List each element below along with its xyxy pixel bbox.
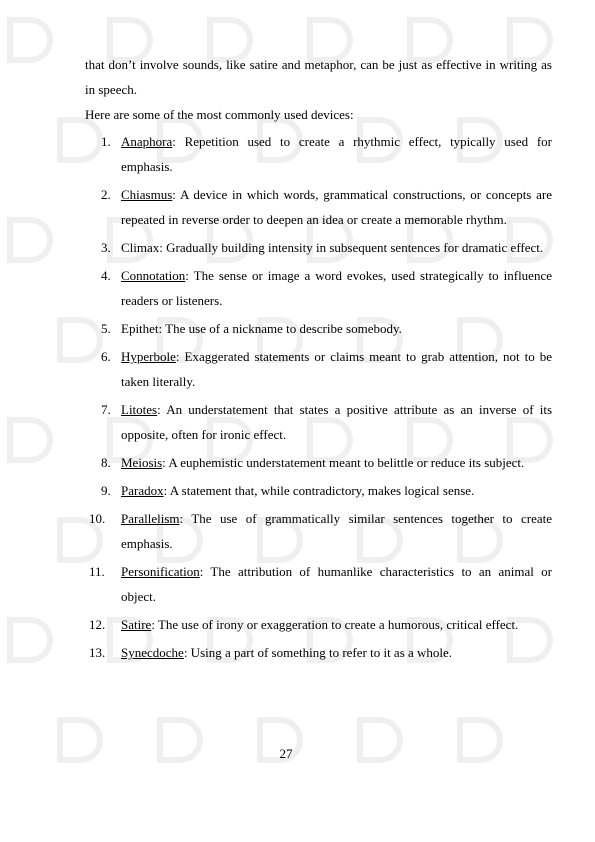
definition-text: : The use of a nickname to describe somebody.: [158, 321, 402, 336]
intro-continuation-paragraph: that don’t involve sounds, like satire and metaphor, can be just as effective in writing as in speech.: [85, 57, 552, 97]
term-link[interactable]: Litotes: [121, 402, 158, 417]
definition-text: : Repetition used to create a rhythmic effect, typically used for emphasis.: [121, 134, 552, 174]
definition-text: : The sense or image a word evokes, used strategically to influence readers or listeners.: [121, 268, 552, 308]
list-item: [85, 478, 552, 503]
list-item: [85, 640, 552, 665]
list-item: [85, 450, 552, 475]
term-link[interactable]: Paradox: [121, 483, 164, 498]
list-number: 9.: [101, 483, 111, 498]
term-link[interactable]: Satire: [121, 617, 152, 632]
term-link[interactable]: Connotation: [121, 268, 186, 283]
list-number: 2.: [101, 187, 111, 202]
list-item: [85, 612, 552, 637]
term-label: Epithet: [121, 321, 159, 336]
list-number: 12.: [89, 617, 106, 632]
definition-text: : Exaggerated statements or claims meant to grab attention, not to be taken literally.: [121, 349, 552, 389]
definition-text: : Using a part of something to refer to it as a whole.: [183, 645, 453, 660]
term-link[interactable]: Parallelism: [121, 511, 180, 526]
definition-text: : A device in which words, grammatical constructions, or concepts are repeated in reverse order to deepen an idea or create a memorable rhythm.: [121, 187, 552, 227]
term-link[interactable]: Anaphora: [121, 134, 173, 149]
term-link[interactable]: Personification: [121, 564, 200, 579]
devices-list: [85, 129, 552, 665]
list-item: [85, 182, 552, 232]
term-link[interactable]: Hyperbole: [121, 349, 176, 364]
document-body: [85, 52, 552, 668]
term-link[interactable]: Chiasmus: [121, 187, 173, 202]
list-number: 13.: [89, 645, 106, 660]
list-number: 10.: [89, 511, 106, 526]
list-number: 11.: [89, 564, 105, 579]
list-item: [85, 506, 552, 556]
list-number: 8.: [101, 455, 111, 470]
term-label: Climax: [121, 240, 160, 255]
lead-in-paragraph: Here are some of the most commonly used devices:: [85, 107, 354, 122]
list-item: [85, 559, 552, 609]
definition-text: : A euphemistic understatement meant to belittle or reduce its subject.: [162, 455, 525, 470]
list-item: [85, 344, 552, 394]
term-link[interactable]: Meiosis: [121, 455, 163, 470]
list-item: [85, 235, 552, 260]
list-item: [85, 263, 552, 313]
list-number: 4.: [101, 268, 111, 283]
list-number: 7.: [101, 402, 111, 417]
definition-text: : The use of irony or exaggeration to create a humorous, critical effect.: [151, 617, 519, 632]
list-item: [85, 129, 552, 179]
definition-text: : An understatement that states a positive attribute as an inverse of its opposite, often for ironic effect.: [121, 402, 552, 442]
definition-text: : The attribution of humanlike characteristics to an animal or object.: [121, 564, 552, 604]
definition-text: : The use of grammatically similar sentences together to create emphasis.: [121, 511, 552, 551]
list-number: 3.: [101, 240, 111, 255]
definition-text: : Gradually building intensity in subsequent sentences for dramatic effect.: [159, 240, 544, 255]
list-number: 6.: [101, 349, 111, 364]
list-number: 5.: [101, 321, 111, 336]
list-number: 1.: [101, 134, 111, 149]
list-item: [85, 316, 552, 341]
page-number: 27: [279, 746, 293, 761]
list-item: [85, 397, 552, 447]
term-link[interactable]: Synecdoche: [121, 645, 184, 660]
definition-text: : A statement that, while contradictory, makes logical sense.: [163, 483, 475, 498]
